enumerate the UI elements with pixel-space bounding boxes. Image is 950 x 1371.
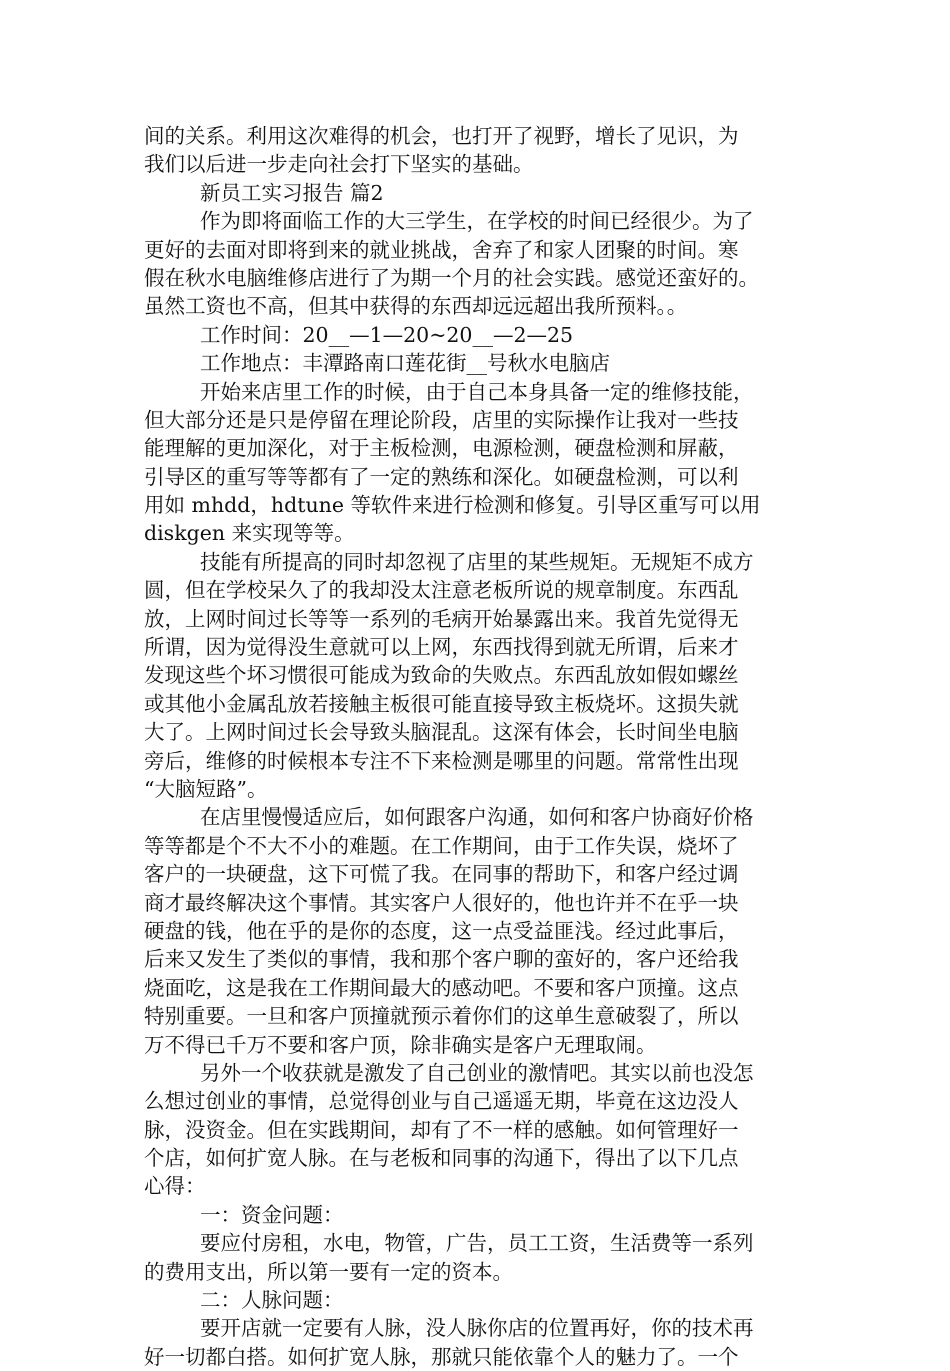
text-line: 在店里慢慢适应后，如何跟客户沟通，如何和客户协商好价格 <box>200 805 754 830</box>
text-line: 新员工实习报告 篇2 <box>200 180 384 205</box>
text-line: 要应付房租，水电，物管，广告，员工工资，生活费等一系列 <box>200 1231 754 1256</box>
text-line: 烧面吃，这是我在工作期间最大的感动吧。不要和客户顶撞。这点 <box>144 975 739 1000</box>
text-line: 万不得已千万不要和客户顶，除非确实是客户无理取闹。 <box>144 1032 657 1057</box>
text-line: 要开店就一定要有人脉，没人脉你店的位置再好，你的技术再 <box>200 1316 754 1341</box>
text-line: 所谓，因为觉得没生意就可以上网，东西找得到就无所谓，后来才 <box>144 635 739 660</box>
text-line: 个店，如何扩宽人脉。在与老板和同事的沟通下，得出了以下几点 <box>144 1146 739 1171</box>
text-line: 或其他小金属乱放若接触主板很可能直接导致主板烧坏。这损失就 <box>144 691 739 716</box>
text-line: 大了。上网时间过长会导致头脑混乱。这深有体会，长时间坐电脑 <box>144 720 739 745</box>
text-line: 旁后，维修的时候根本专注不下来检测是哪里的问题。常常性出现 <box>144 748 739 773</box>
text-line: 开始来店里工作的时候，由于自己本身具备一定的维修技能， <box>200 379 754 404</box>
text-line: 工作地点：丰潭路南口莲花街__号秋水电脑店 <box>200 351 610 376</box>
text-line: 后来又发生了类似的事情，我和那个客户聊的蛮好的，客户还给我 <box>144 947 739 972</box>
text-line: 但大部分还是只是停留在理论阶段，店里的实际操作让我对一些技 <box>144 407 739 432</box>
text-line: 商才最终解决这个事情。其实客户人很好的，他也许并不在乎一块 <box>144 890 739 915</box>
text-line: 发现这些个坏习惯很可能成为致命的失败点。东西乱放如假如螺丝 <box>144 663 739 688</box>
text-line: 硬盘的钱，他在乎的是你的态度，这一点受益匪浅。经过此事后， <box>144 918 739 943</box>
text-line: 间的关系。利用这次难得的机会，也打开了视野，增长了见识，为 <box>144 124 739 148</box>
text-line: 心得： <box>144 1174 206 1199</box>
text-line: 么想过创业的事情，总觉得创业与自己遥遥无期，毕竟在这边没人 <box>144 1089 739 1114</box>
text-line: 好一切都白搭。如何扩宽人脉，那就只能依靠个人的魅力了。一个 <box>144 1344 739 1369</box>
text-line: diskgen 来实现等等。 <box>144 521 355 546</box>
text-line: 一：资金问题： <box>200 1202 344 1227</box>
text-line: 圆，但在学校呆久了的我却没太注意老板所说的规章制度。东西乱 <box>144 578 739 603</box>
text-line: 放，上网时间过长等等一系列的毛病开始暴露出来。我首先觉得无 <box>144 606 739 631</box>
text-line: 能理解的更加深化，对于主板检测，电源检测，硬盘检测和屏蔽， <box>144 436 739 461</box>
text-line: 我们以后进一步走向社会打下坚实的基础。 <box>144 152 534 177</box>
text-line: “大脑短路”。 <box>144 776 268 801</box>
text-line: 工作时间：20__—1—20~20__—2—25 <box>200 322 574 347</box>
text-line: 脉，没资金。但在实践期间，却有了不一样的感触。如何管理好一 <box>144 1117 739 1142</box>
text-line: 虽然工资也不高，但其中获得的东西却远远超出我所预料。。 <box>144 294 688 319</box>
text-line: 引导区的重写等等都有了一定的熟练和深化。如硬盘检测，可以利 <box>144 464 739 489</box>
text-line: 另外一个收获就是激发了自己创业的激情吧。其实以前也没怎 <box>200 1060 754 1085</box>
text-line: 用如 mhdd，hdtune 等软件来进行检测和修复。引导区重写可以用 <box>144 493 761 518</box>
text-line: 的费用支出，所以第一要有一定的资本。 <box>144 1259 513 1284</box>
text-line: 二：人脉问题： <box>200 1288 344 1313</box>
text-line: 特别重要。一旦和客户顶撞就预示着你们的这单生意破裂了，所以 <box>144 1004 739 1029</box>
text-line: 技能有所提高的同时却忽视了店里的某些规矩。无规矩不成方 <box>200 549 754 574</box>
text-line: 客户的一块硬盘，这下可慌了我。在同事的帮助下，和客户经过调 <box>144 862 739 887</box>
text-line: 假在秋水电脑维修店进行了为期一个月的社会实践。感觉还蛮好的。 <box>144 265 759 290</box>
document-body <box>144 122 819 1371</box>
text-line: 更好的去面对即将到来的就业挑战，舍弃了和家人团聚的时间。寒 <box>144 237 739 262</box>
text-line: 等等都是个不大不小的难题。在工作期间，由于工作失误，烧坏了 <box>144 833 739 858</box>
text-line: 作为即将面临工作的大三学生，在学校的时间已经很少。为了 <box>200 209 754 234</box>
